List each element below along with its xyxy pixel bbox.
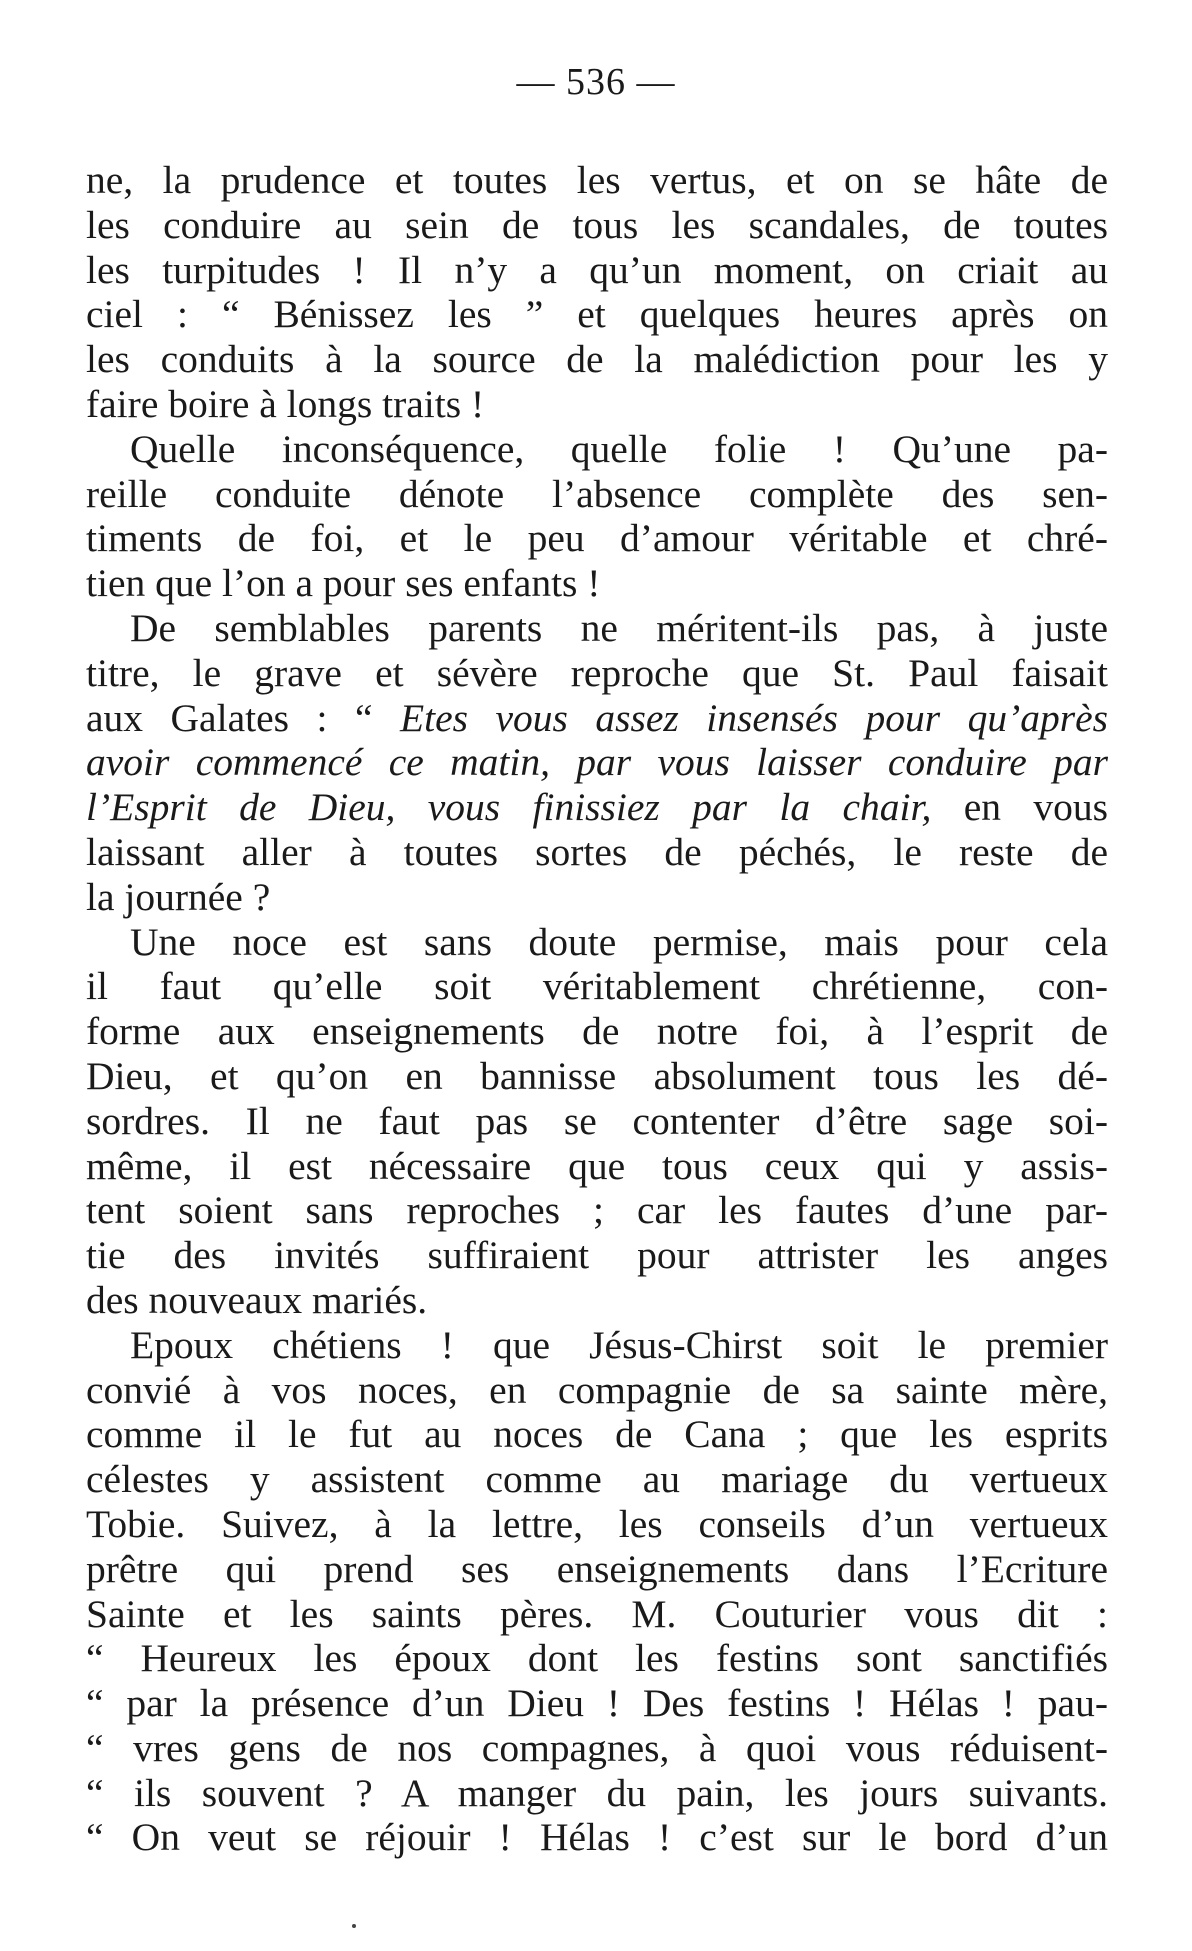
text-line: prêtre qui prend ses enseignements dans l’Ecriture: [86, 1546, 1108, 1591]
text-line: De semblables parents ne méritent-ils pas, à juste: [130, 605, 1108, 650]
text-span: en vous: [931, 785, 1108, 830]
text-line: [86, 696, 1108, 741]
page-number: — 536 —: [516, 61, 676, 103]
text-line: tent soient sans reproches ; car les fautes d’une par-: [86, 1188, 1108, 1233]
text-line: tien que l’on a pour ses enfants !: [86, 561, 601, 606]
text-line: reille conduite dénote l’absence complète des sen-: [86, 471, 1108, 516]
text-line: Epoux chétiens ! que Jésus-Chirst soit le premier: [130, 1322, 1108, 1367]
body-text: [86, 158, 1108, 1860]
text-line: laissant aller à toutes sortes de péchés, le reste de: [86, 829, 1108, 874]
text-line: tie des invités suffiraient pour attrister les anges: [86, 1233, 1108, 1278]
text-line: “ vres gens de nos compagnes, à quoi vous réduisent-: [86, 1725, 1108, 1770]
text-line: Tobie. Suivez, à la lettre, les conseils d’un vertueux: [86, 1501, 1108, 1546]
text-line: [86, 785, 1108, 830]
text-line: forme aux enseignements de notre foi, à l’esprit de: [86, 1009, 1108, 1054]
text-line: “ On veut se réjouir ! Hélas ! c’est sur le bord d’un: [86, 1815, 1108, 1860]
text-line: ciel : “ Bénissez les ” et quelques heures après on: [86, 292, 1108, 337]
text-line: sordres. Il ne faut pas se contenter d’être sage soi-: [86, 1098, 1108, 1143]
text-line: Sainte et les saints pères. M. Couturier vous dit :: [86, 1591, 1108, 1636]
text-line: célestes y assistent comme au mariage du vertueux: [86, 1457, 1108, 1502]
text-line: comme il le fut au noces de Cana ; que les esprits: [86, 1412, 1108, 1457]
text-line: même, il est nécessaire que tous ceux qui y assis-: [86, 1143, 1108, 1188]
text-line: avoir commencé ce matin, par vous laisser conduire par: [86, 740, 1108, 785]
text-line: les conduits à la source de la malédiction pour les y: [86, 337, 1108, 382]
text-line: la journée ?: [86, 874, 271, 919]
text-line: ne, la prudence et toutes les vertus, et on se hâte de: [86, 158, 1108, 202]
text-line: titre, le grave et sévère reproche que St. Paul faisait: [86, 650, 1108, 695]
text-line: faire boire à longs traits !: [86, 381, 485, 426]
text-line: des nouveaux mariés.: [86, 1277, 428, 1322]
italic-span: Etes vous assez insensés pour qu’après: [399, 695, 1108, 740]
text-line: convié à vos noces, en compagnie de sa sainte mère,: [86, 1367, 1108, 1412]
text-line: il faut qu’elle soit véritablement chrétienne, con-: [86, 964, 1108, 1009]
text-line: Dieu, et qu’on en bannisse absolument tous les dé-: [86, 1053, 1108, 1098]
text-span: aux Galates : “: [86, 695, 400, 740]
text-line: Une noce est sans doute permise, mais pour cela: [130, 919, 1108, 964]
text-line: “ ils souvent ? A manger du pain, les jours suivants.: [86, 1770, 1108, 1815]
text-line: les conduire au sein de tous les scandales, de toutes: [86, 202, 1108, 247]
text-line: timents de foi, et le peu d’amour véritable et chré-: [86, 516, 1108, 561]
italic-span: l’Esprit de Dieu, vous finissiez par la chair,: [86, 785, 932, 830]
text-line: “ Heureux les époux dont les festins sont sanctifiés: [86, 1636, 1108, 1681]
text-line: Quelle inconséquence, quelle folie ! Qu’une pa-: [130, 426, 1108, 471]
ink-speck: [352, 1924, 356, 1928]
text-line: “ par la présence d’un Dieu ! Des festins ! Hélas ! pau-: [86, 1681, 1108, 1726]
text-line: les turpitudes ! Il n’y a qu’un moment, on criait au: [86, 247, 1108, 292]
